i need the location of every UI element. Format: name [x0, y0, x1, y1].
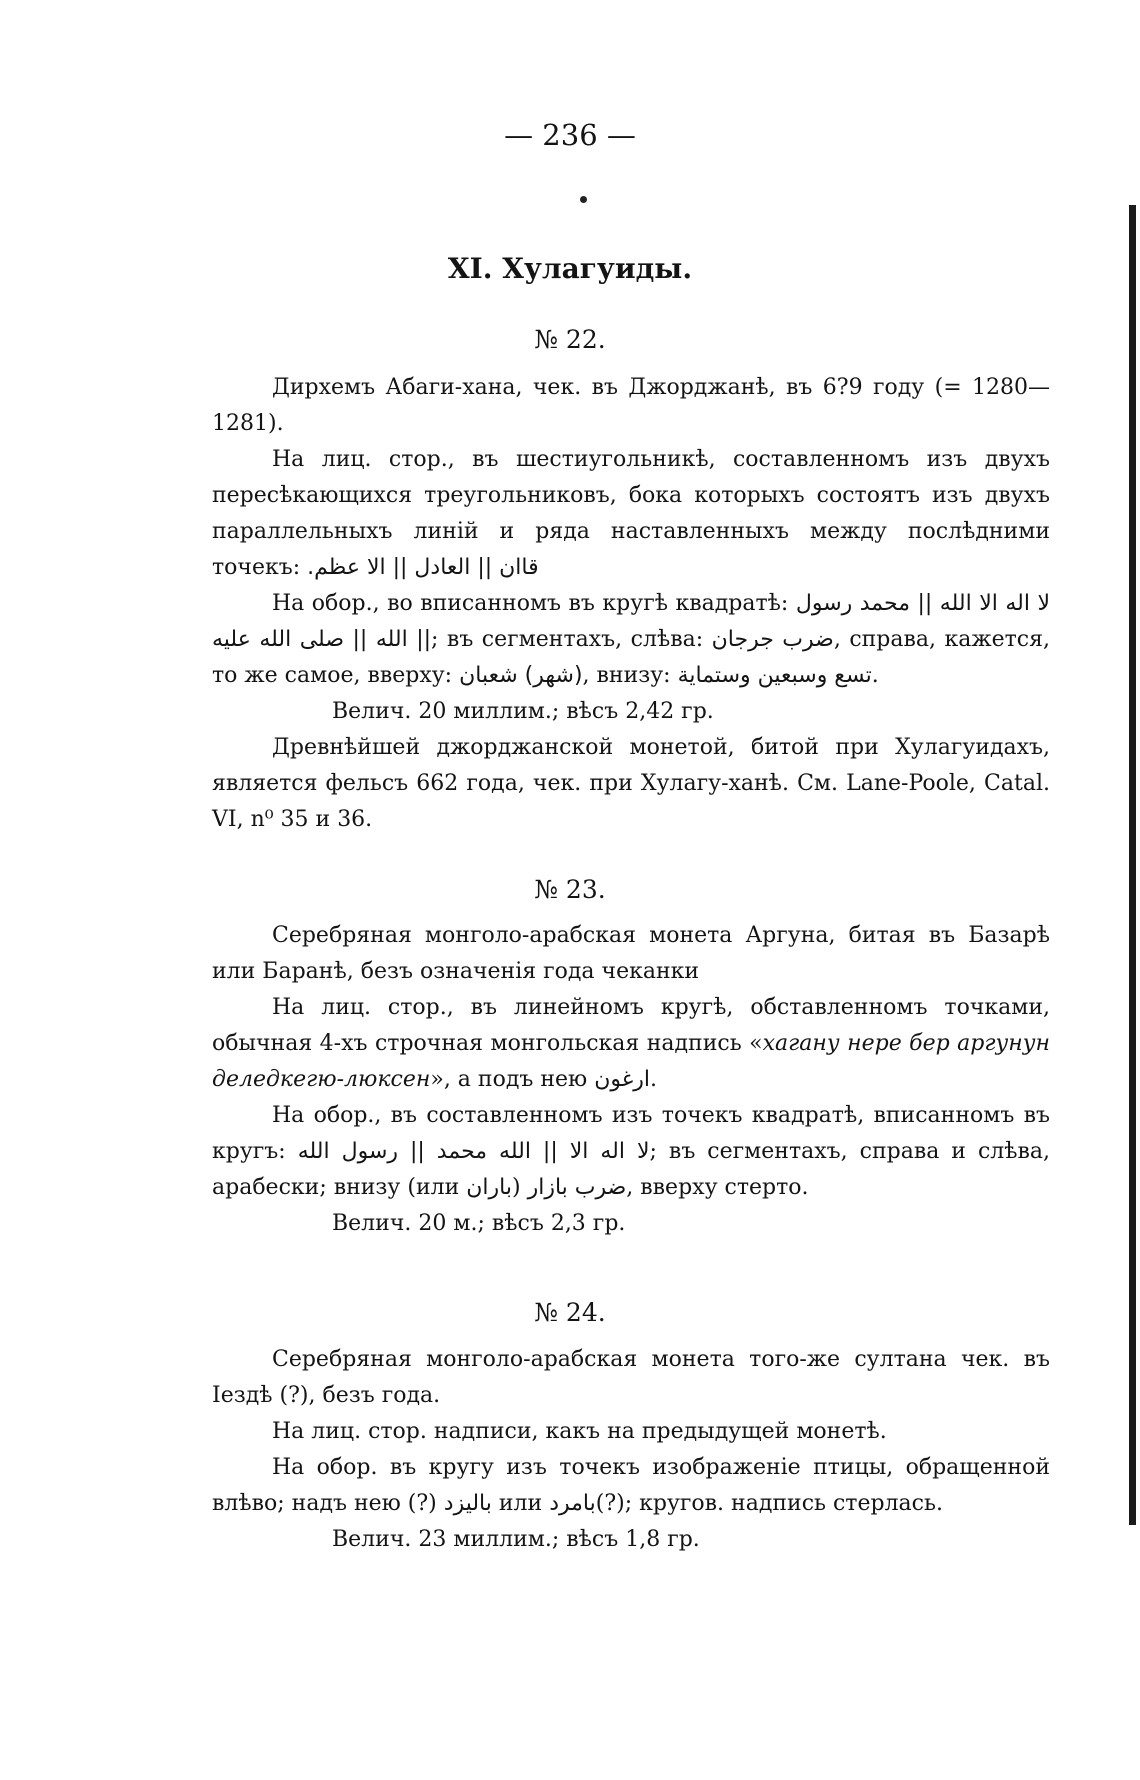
entry-24-reverse-text-1: На обор. въ кругу изъ точекъ изображеніе птицы, обращенной влѣво; надъ нею (?) [212, 1455, 1050, 1516]
entry-number-22: № 22. [534, 325, 606, 354]
entry-22-reverse-text-2: ; въ сегментахъ, слѣва: [431, 627, 704, 652]
entry-23-reverse [212, 1098, 1050, 1206]
entry-22-description: Дирхемъ Абаги-хана, чек. въ Джорджанѣ, въ 6?9 году (= 1280—1281). [212, 375, 1050, 436]
entry-24-reverse-arabic-1: باليزد [443, 1491, 492, 1516]
entry-24-description: Серебряная монголо-арабская монета того-же султана чек. въ Іездѣ (?), безъ года. [212, 1347, 1050, 1408]
entry-24-measurements: Велич. 23 миллим.; вѣсъ 1,8 гр. [332, 1527, 700, 1552]
entry-23-reverse-arabic-3: ضرب بازار [527, 1175, 627, 1200]
entry-22-obverse-text: На лиц. стор., въ шестиугольникѣ, составленномъ изъ двухъ пересѣкающихся треугольниковъ, бока которыхъ состоятъ изъ двухъ параллельныхъ линій и ряда наставленныхъ между послѣдними точекъ: [212, 447, 1050, 580]
entry-22-obverse-arabic: قاان || العادل || الا عظم. [307, 555, 539, 580]
entry-24-reverse-text-3: (?); кругов. надпись стерлась. [595, 1491, 943, 1516]
entry-23-reverse-text-2: ; въ сегментахъ, справа и слѣва, арабески; внизу (или [212, 1139, 1051, 1200]
entry-23-reverse-text-3: ) [511, 1175, 521, 1200]
entry-22-measurements: Велич. 20 миллим.; вѣсъ 2,42 гр. [332, 699, 714, 724]
entry-22-reverse-text-4: , внизу: [582, 663, 671, 688]
entry-23-obverse-text-2: », а подъ нею [430, 1067, 588, 1092]
entry-23-reverse-text-4: , вверху стерто. [626, 1175, 809, 1200]
entry-24 [212, 1342, 1050, 1558]
entry-24-obverse: На лиц. стор. надписи, какъ на предыдущей монетѣ. [272, 1419, 887, 1444]
entry-number-24: № 24. [534, 1298, 606, 1327]
ink-speck [580, 196, 587, 203]
section-title: XI. Хулагуиды. [447, 252, 693, 285]
entry-22-reverse-arabic-1: لا اله الا الله || محمد رسول || الله || صلى الله عليه [212, 591, 1051, 652]
entry-22 [212, 370, 1050, 838]
entry-23-obverse-arabic: ارغون [594, 1067, 650, 1092]
entry-22-note: Древнѣйшей джорджанской монетой, битой при Хулагуидахъ, является фельсъ 662 года, чек. при Хулагу-ханѣ. См. Lane-Poole, Catal. VI, n⁰ 35 и 36. [212, 735, 1050, 832]
entry-22-reverse-text-3: , справа, кажется, то же самое, вверху: [212, 627, 1050, 688]
entry-23-reverse-text-1: На обор., въ составленномъ изъ точекъ квадратѣ, вписанномъ въ кругъ: [212, 1103, 1050, 1164]
entry-22-reverse-arabic-3: (شهر) شعبان [459, 663, 583, 688]
entry-23-obverse-text-1: На лиц. стор., въ линейномъ кругѣ, обставленномъ точками, обычная 4-хъ строчная монгольская надпись « [212, 995, 1050, 1056]
entry-24-reverse [212, 1450, 1050, 1522]
entry-22-reverse-text-5: . [871, 663, 879, 688]
entry-24-reverse-text-2: или [498, 1491, 543, 1516]
entry-23-reverse-arabic-1: لا اله الا || الله محمد || رسول الله [297, 1139, 650, 1164]
entry-number-23: № 23. [534, 875, 606, 904]
entry-23-description: Серебряная монголо-арабская монета Аргуна, битая въ Базарѣ или Баранѣ, безъ означенія года чеканки [212, 923, 1050, 984]
entry-24-reverse-arabic-2: بامرد [549, 1491, 596, 1516]
scan-edge-rule [1129, 205, 1136, 1525]
entry-23-mongol-legend: хагану нере бер аргунун деледкегю-люксен [212, 1031, 1050, 1092]
page-number: — 236 — [504, 118, 636, 152]
entry-23-reverse-arabic-2: باران [466, 1175, 512, 1200]
entry-23-measurements: Велич. 20 м.; вѣсъ 2,3 гр. [332, 1211, 626, 1236]
entry-23-obverse-text-3: . [649, 1067, 657, 1092]
entry-23 [212, 918, 1050, 1242]
entry-22-reverse-arabic-2: ضرب جرجان [711, 627, 834, 652]
entry-22-reverse-text-1: На обор., во вписанномъ въ кругѣ квадратѣ: [272, 591, 789, 616]
entry-22-obverse [212, 442, 1050, 586]
entry-22-reverse-arabic-4: تسع وسبعين وستماية [677, 663, 872, 688]
entry-22-reverse [212, 586, 1050, 694]
entry-23-obverse [212, 990, 1050, 1098]
